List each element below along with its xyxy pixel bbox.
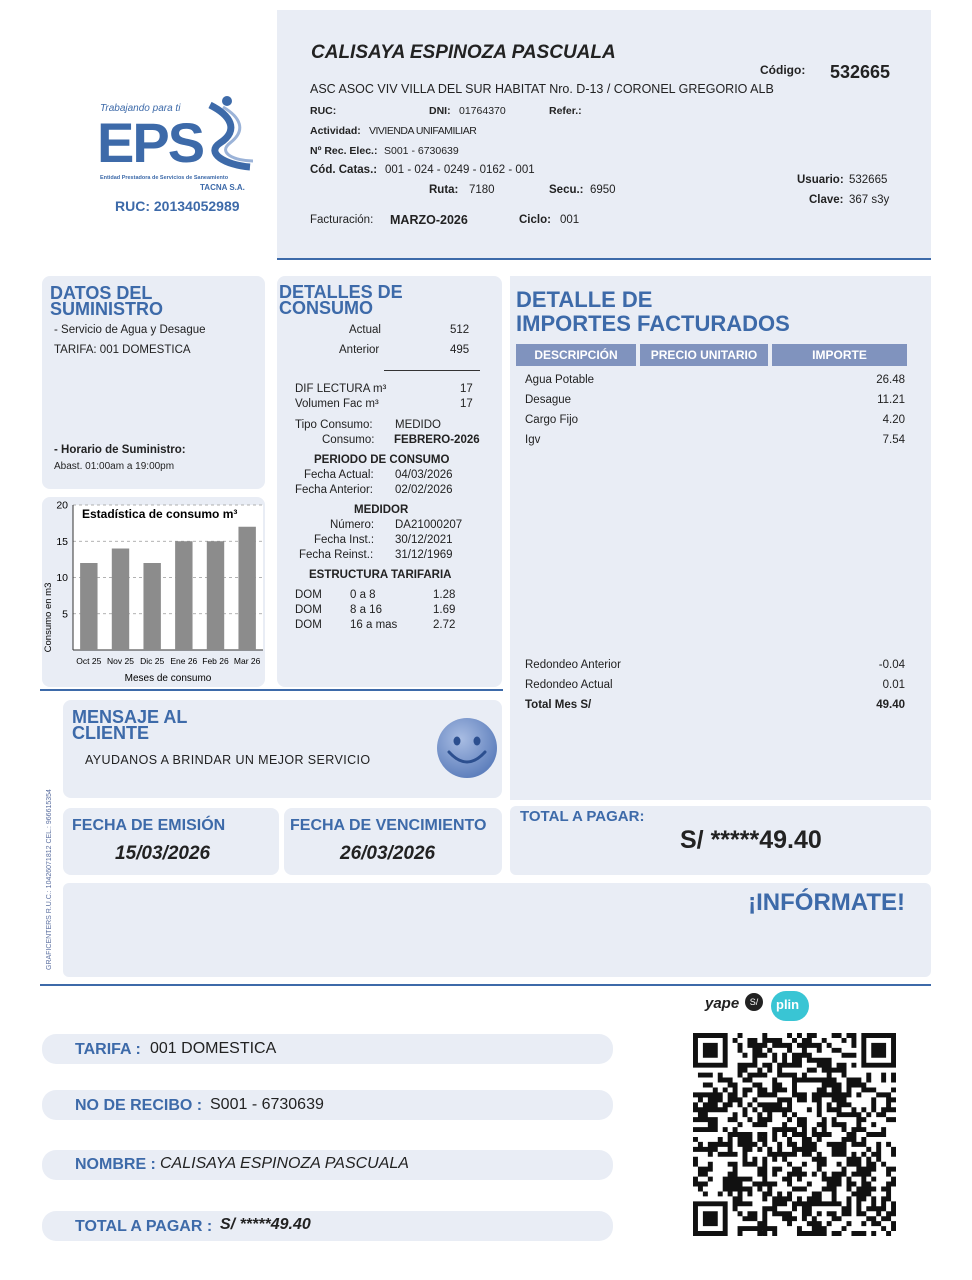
importe-value: 4.20	[882, 414, 905, 426]
secu-value: 6950	[590, 184, 616, 196]
ruta-value: 7180	[469, 184, 495, 196]
chart-bar	[207, 541, 224, 650]
chart-title: Estadística de consumo m³	[82, 507, 238, 521]
footer-recibo-value: S001 - 6730639	[210, 1096, 324, 1113]
horario-label: - Horario de Suministro:	[54, 444, 186, 456]
chart-panel	[42, 497, 265, 687]
qr-code[interactable]	[693, 1033, 896, 1236]
consumo-panel	[277, 276, 502, 687]
chart-plot-area	[73, 505, 263, 650]
total-panel	[510, 806, 931, 875]
importe-desc: Agua Potable	[525, 374, 595, 386]
estructura-title: ESTRUCTURA TARIFARIA	[309, 569, 452, 581]
chart-y-tick-label: 10	[56, 572, 68, 584]
total-label: TOTAL A PAGAR:	[520, 808, 645, 825]
redondeo-actual-row	[525, 679, 905, 695]
footer-nombre-row	[42, 1150, 613, 1180]
medidor-title: MEDIDOR	[354, 504, 409, 516]
importe-row	[525, 434, 905, 450]
importes-panel	[510, 276, 931, 800]
ruta-label: Ruta:	[429, 184, 459, 196]
fecha-inst-value: 30/12/2021	[395, 534, 453, 546]
tarifa-row	[295, 604, 495, 618]
col-header-descripcion: DESCRIPCIÓN	[516, 344, 636, 366]
periodo-title: PERIODO DE CONSUMO	[314, 454, 450, 466]
ruc-label: RUC:	[310, 105, 337, 117]
mensaje-title-2: CLIENTE	[72, 723, 150, 743]
footer-nombre-value: CALISAYA ESPINOZA PASCUALA	[160, 1155, 409, 1172]
informate-title: ¡INFÓRMATE!	[748, 889, 905, 916]
dif-label: DIF LECTURA m³	[295, 383, 387, 395]
importe-desc: Cargo Fijo	[525, 414, 579, 426]
importe-desc: Desague	[525, 394, 572, 406]
mensaje-title-1: MENSAJE AL	[72, 707, 188, 727]
dni-value: 01764370	[459, 105, 506, 117]
fecha-reinst-label: Fecha Reinst.:	[299, 549, 374, 561]
footer-tarifa-label: TARIFA :	[75, 1041, 141, 1058]
logo-city: TACNA S.A.	[200, 183, 245, 192]
subtraction-line	[384, 370, 480, 371]
total-value: S/ *****49.40	[680, 826, 822, 854]
total-mes-label: Total Mes S/	[525, 699, 592, 711]
clave-value: 367 s3y	[849, 194, 890, 206]
smiley-face-icon	[435, 716, 499, 780]
vol-label: Volumen Fac m³	[295, 398, 379, 410]
mensaje-text: AYUDANOS A BRINDAR UN MEJOR SERVICIO	[85, 753, 371, 767]
consumo-title-2: CONSUMO	[279, 298, 373, 318]
usuario-value: 532665	[849, 174, 888, 186]
tarifa-tipo: DOM	[295, 589, 322, 601]
suministro-title-1: DATOS DEL	[50, 283, 153, 303]
col-header-precio: PRECIO UNITARIO	[640, 344, 768, 366]
water-drop-icon	[195, 95, 255, 175]
tarifa-tipo: DOM	[295, 604, 322, 616]
importe-value: 7.54	[882, 434, 905, 446]
actual-label: Actual	[349, 324, 381, 336]
yape-logo	[705, 993, 765, 1017]
importe-row	[525, 394, 905, 410]
header-divider	[277, 258, 931, 260]
footer-tarifa-row	[42, 1034, 613, 1064]
chart-x-tick-label: Dic 25	[140, 656, 165, 666]
consumption-chart	[42, 497, 265, 687]
yape-text: yape	[705, 995, 740, 1012]
facturacion-value: MARZO-2026	[390, 213, 468, 227]
fecha-anterior-label: Fecha Anterior:	[295, 484, 373, 496]
redondeo-anterior-row	[525, 659, 905, 675]
mensaje-divider	[40, 689, 503, 691]
catas-value: 001 - 024 - 0249 - 0162 - 001	[385, 164, 535, 176]
secu-label: Secu.:	[549, 184, 584, 196]
nrec-label: Nº Rec. Elec.:	[310, 145, 378, 157]
chart-bar	[80, 563, 97, 650]
actividad-value: VIVIENDA UNIFAMILIAR	[369, 125, 477, 137]
ciclo-label: Ciclo:	[519, 214, 551, 226]
servicio-text: - Servicio de Agua y Desague	[54, 324, 206, 336]
importe-value: 11.21	[877, 394, 905, 406]
tarifa-precio: 1.69	[433, 604, 456, 616]
emision-panel	[63, 808, 279, 875]
redondeo-actual-value: 0.01	[882, 679, 905, 691]
chart-x-tick-label: Nov 25	[107, 656, 134, 666]
address: ASC ASOC VIV VILLA DEL SUR HABITAT Nro. D-13 / CORONEL GREGORIO ALB	[310, 82, 774, 96]
importes-title-1: DETALLE DE	[516, 287, 653, 312]
fecha-reinst-value: 31/12/1969	[395, 549, 453, 561]
consumo-title-1: DETALLES DE	[279, 282, 403, 302]
dni-label: DNI:	[429, 105, 451, 117]
logo-subtitle: Entidad Prestadora de Servicios de Saneamiento	[100, 175, 229, 181]
dif-value: 17	[460, 383, 473, 395]
emision-date: 15/03/2026	[115, 843, 211, 864]
actual-value: 512	[450, 324, 470, 336]
printer-text: GRAFICENTERS R.U.C.: 10426071812 CEL.: 966615354	[46, 789, 53, 970]
chart-y-tick-label: 15	[56, 535, 68, 548]
suministro-panel	[42, 276, 265, 489]
total-mes-value: 49.40	[876, 699, 905, 711]
chart-x-tick-label: Oct 25	[76, 656, 102, 666]
tipo-value: MEDIDO	[395, 419, 441, 431]
numero-label: Número:	[330, 519, 375, 531]
footer-recibo-label: NO DE RECIBO :	[75, 1097, 203, 1114]
logo-ruc: RUC: 20134052989	[115, 198, 240, 214]
importe-row	[525, 414, 905, 430]
tarifa-tipo: DOM	[295, 619, 322, 631]
tarifa-row	[295, 589, 495, 603]
logo-letters: EPS	[97, 111, 204, 174]
tarifa-precio: 2.72	[433, 619, 456, 631]
fecha-anterior-value: 02/02/2026	[395, 484, 453, 496]
nrec-value: S001 - 6730639	[384, 145, 459, 157]
vencimiento-panel	[284, 808, 502, 875]
codigo-label: Código:	[760, 63, 806, 77]
customer-name: CALISAYA ESPINOZA PASCUALA	[311, 42, 616, 63]
actividad-label: Actividad:	[310, 125, 361, 137]
redondeo-anterior-label: Redondeo Anterior	[525, 659, 621, 671]
tarifa-rango: 8 a 16	[350, 604, 382, 616]
tarifa-row	[295, 619, 495, 633]
usuario-label: Usuario:	[797, 174, 844, 186]
chart-bar	[175, 541, 192, 650]
clave-label: Clave:	[809, 194, 844, 206]
importe-desc: Igv	[525, 434, 541, 446]
tarifa-rango: 16 a mas	[350, 619, 398, 631]
chart-y-tick-label: 5	[62, 608, 68, 621]
vol-value: 17	[460, 398, 473, 410]
header-panel	[277, 10, 931, 258]
redondeo-anterior-value: -0.04	[878, 659, 905, 671]
yape-badge-icon: S/	[745, 993, 763, 1011]
plin-logo	[771, 991, 809, 1021]
importe-value: 26.48	[876, 374, 905, 386]
footer-total-value: S/ *****49.40	[220, 1216, 311, 1233]
importes-title-2: IMPORTES FACTURADOS	[516, 311, 790, 336]
plin-text: plin	[776, 997, 800, 1012]
bottom-divider	[40, 984, 931, 986]
tarifa-rango: 0 a 8	[350, 589, 376, 601]
anterior-label: Anterior	[339, 344, 380, 356]
horario-value: Abast. 01:00am a 19:00pm	[54, 461, 175, 472]
ciclo-value: 001	[560, 214, 580, 226]
mensaje-panel	[63, 700, 502, 798]
informate-panel	[63, 883, 931, 977]
numero-value: DA21000207	[395, 519, 463, 531]
company-logo	[95, 95, 260, 220]
codigo-value: 532665	[830, 62, 891, 82]
chart-y-tick-label: 20	[56, 499, 68, 512]
chart-x-tick-label: Ene 26	[170, 656, 198, 666]
chart-x-axis-label: Meses de consumo	[124, 673, 212, 684]
fecha-inst-label: Fecha Inst.:	[314, 534, 375, 546]
chart-x-tick-label: Feb 26	[202, 656, 229, 666]
logo-tagline: Trabajando para ti	[100, 103, 181, 114]
tipo-label: Tipo Consumo:	[295, 419, 373, 431]
vencimiento-date: 26/03/2026	[340, 843, 436, 864]
footer-tarifa-value: 001 DOMESTICA	[150, 1040, 277, 1057]
cons-value: FEBRERO-2026	[394, 434, 480, 446]
chart-bar	[112, 549, 129, 651]
vencimiento-label: FECHA DE VENCIMIENTO	[290, 817, 487, 834]
chart-bar	[143, 563, 160, 650]
footer-total-label: TOTAL A PAGAR :	[75, 1218, 213, 1235]
facturacion-label: Facturación:	[310, 214, 374, 226]
cons-label: Consumo:	[322, 434, 375, 446]
total-mes-row	[525, 699, 905, 715]
footer-recibo-row	[42, 1090, 613, 1120]
redondeo-actual-label: Redondeo Actual	[525, 679, 613, 691]
fecha-actual-label: Fecha Actual:	[304, 469, 374, 481]
anterior-value: 495	[450, 344, 470, 356]
chart-y-axis-label: Consumo en m3	[43, 582, 54, 653]
refer-label: Refer.:	[549, 105, 582, 117]
importe-row	[525, 374, 905, 390]
tarifa-precio: 1.28	[433, 589, 456, 601]
col-header-importe: IMPORTE	[772, 344, 907, 366]
catas-label: Cód. Catas.:	[310, 164, 378, 176]
tarifa-text: TARIFA: 001 DOMESTICA	[54, 344, 191, 356]
qr-modules	[693, 1033, 896, 1236]
footer-total-row	[42, 1211, 613, 1241]
emision-label: FECHA DE EMISIÓN	[72, 817, 226, 834]
suministro-title-2: SUMINISTRO	[50, 299, 164, 319]
chart-x-tick-label: Mar 26	[233, 656, 261, 666]
fecha-actual-value: 04/03/2026	[395, 469, 453, 481]
chart-bar	[238, 527, 255, 650]
footer-nombre-label: NOMBRE :	[75, 1156, 156, 1173]
